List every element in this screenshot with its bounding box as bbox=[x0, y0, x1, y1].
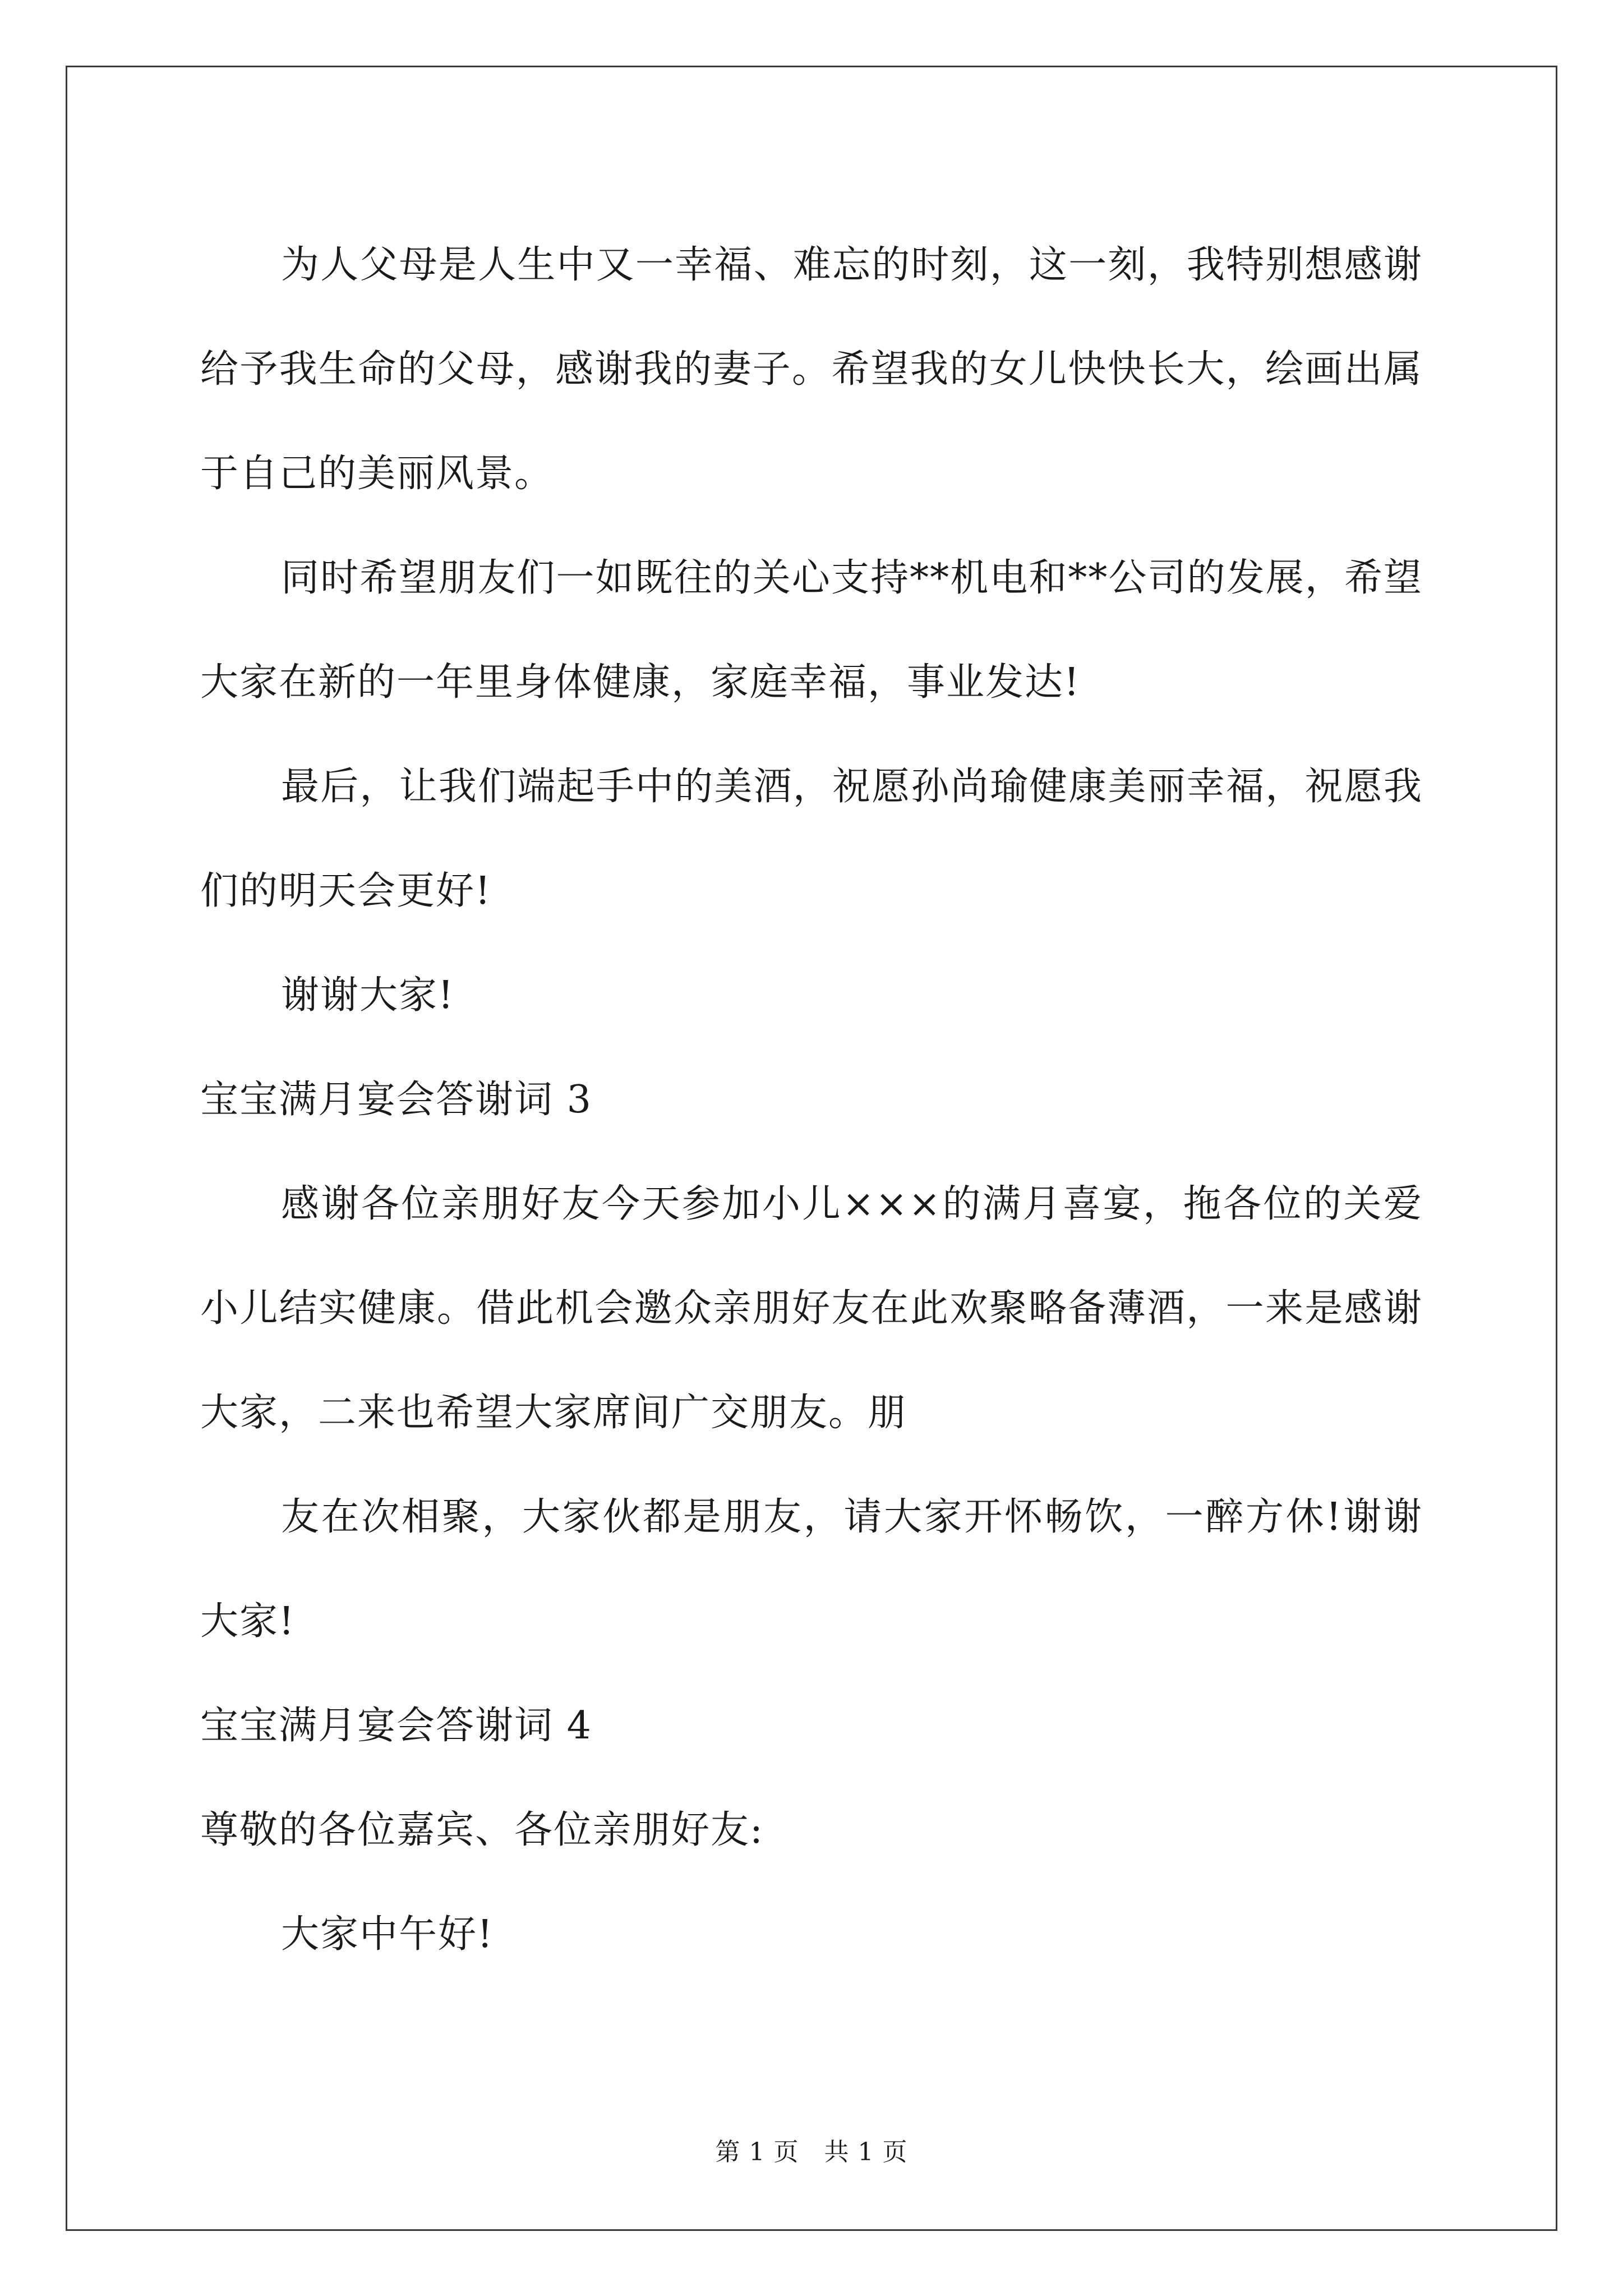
paragraph: 最后，让我们端起手中的美酒，祝愿孙尚瑜健康美丽幸福，祝愿我们的明天会更好! bbox=[200, 765, 1423, 913]
section-heading: 宝宝满月宴会答谢词 4 bbox=[200, 1704, 592, 1748]
salutation: 尊敬的各位嘉宾、各位亲朋好友: bbox=[200, 1808, 764, 1852]
page-number-footer: 第 1 页 共 1 页 bbox=[715, 2138, 908, 2166]
paragraph: 感谢各位亲朋好友今天参加小儿×××的满月喜宴，拖各位的关爱小儿结实健康。借此机会邀众亲朋好友在此欢聚略备薄酒，一来是感谢大家，二来也希望大家席间广交朋友。朋 bbox=[200, 1182, 1423, 1435]
paragraph: 大家中午好! bbox=[281, 1912, 494, 1957]
paragraph: 友在次相聚，大家伙都是朋友，请大家开怀畅饮，一醉方休!谢谢大家! bbox=[200, 1495, 1423, 1644]
paragraph: 同时希望朋友们一如既往的关心支持**机电和**公司的发展，希望大家在新的一年里身体健康，家庭幸福，事业发达! bbox=[200, 556, 1423, 705]
paragraph: 谢谢大家! bbox=[281, 973, 455, 1018]
section-heading: 宝宝满月宴会答谢词 3 bbox=[200, 1078, 592, 1122]
paragraph: 为人父母是人生中又一幸福、难忘的时刻，这一刻，我特别想感谢给予我生命的父母，感谢我的妻子。希望我的女儿快快长大，绘画出属于自己的美丽风景。 bbox=[200, 243, 1423, 496]
document-body bbox=[200, 213, 1423, 1987]
